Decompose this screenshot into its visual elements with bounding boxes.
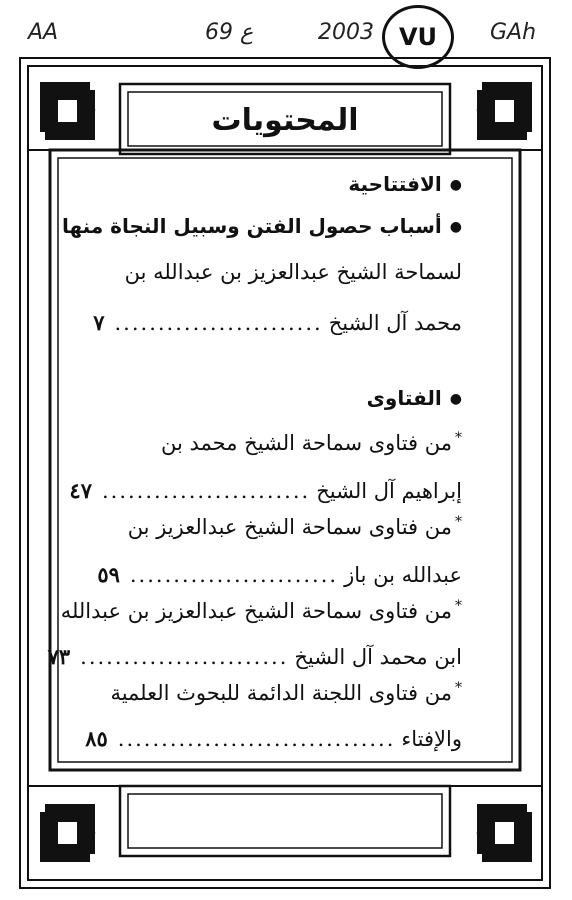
toc-opening: ● الافتتاحية xyxy=(348,172,462,196)
fatwa-3-line2: ابن محمد آل الشيخ xyxy=(294,645,462,669)
toc-article-line1: لسماحة الشيخ عبدالعزيز بن عبدالله بن xyxy=(124,260,462,284)
handwritten-note-right: GAh xyxy=(490,20,537,45)
bottom-box-inner xyxy=(128,794,442,848)
frame-outer-inner xyxy=(28,66,542,880)
dot-leader: ................................ xyxy=(117,727,396,751)
page-title: المحتويات xyxy=(211,102,359,138)
asterisk-icon: * xyxy=(455,514,462,530)
fatwa-4-line1-row xyxy=(110,680,462,705)
page-number: ٨٥ xyxy=(85,726,108,751)
asterisk-icon: * xyxy=(455,430,462,446)
bottom-box-outer xyxy=(120,786,450,856)
handwritten-note-year: 2003 xyxy=(318,20,374,45)
toc-article-line2-row xyxy=(93,310,462,335)
corner-ornament-top-right xyxy=(477,82,532,140)
fatwa-3-line1-row xyxy=(61,598,462,623)
fatwa-4-line2: والإفتاء xyxy=(401,727,462,751)
fatwa-2-line2: عبدالله بن باز xyxy=(344,563,462,587)
fatwa-2-line1-row xyxy=(128,514,462,539)
toc-article-line2: محمد آل الشيخ xyxy=(328,311,462,335)
fatwa-1-line1-row xyxy=(161,430,462,455)
fatwa-3-line1: من فتاوى سماحة الشيخ عبدالعزيز بن عبدالله xyxy=(60,599,452,623)
frame-outer xyxy=(20,58,550,888)
page-number: ٧٣ xyxy=(47,644,71,669)
page-number: ٤٧ xyxy=(69,478,92,503)
page-number: ٧ xyxy=(93,310,105,335)
asterisk-icon: * xyxy=(455,598,462,614)
handwritten-note-center: 69 ع xyxy=(205,20,254,45)
fatwa-1-line2-row xyxy=(69,478,462,503)
corner-ornament-bottom-right xyxy=(477,804,532,862)
fatwa-1-line1: من فتاوى سماحة الشيخ محمد بن xyxy=(161,431,452,455)
corner-ornament-bottom-left xyxy=(40,804,95,862)
dot-leader: ........................ xyxy=(129,563,339,587)
dot-leader: ........................ xyxy=(114,311,323,335)
dot-leader: ........................ xyxy=(80,645,289,669)
dot-leader: ........................ xyxy=(101,479,311,503)
frame-content-inner xyxy=(58,158,512,762)
frame-content xyxy=(47,150,520,770)
fatwa-4-line1: من فتاوى اللجنة الدائمة للبحوث العلمية xyxy=(110,681,452,705)
fatwa-2-line2-row xyxy=(97,562,462,587)
fatwa-2-line1: من فتاوى سماحة الشيخ عبدالعزيز بن xyxy=(127,515,452,539)
toc-article-heading: ● أسباب حصول الفتن وسبيل النجاة منها xyxy=(62,214,462,238)
fatwa-1-line2: إبراهيم آل الشيخ xyxy=(316,479,462,503)
asterisk-icon: * xyxy=(455,680,462,696)
fatwa-3-line2-row xyxy=(48,644,462,669)
handwritten-note-left: AA xyxy=(28,20,59,45)
fatwa-4-line2-row xyxy=(85,726,462,751)
stamp-text: VU xyxy=(398,23,438,51)
page-number: ٥٩ xyxy=(97,562,120,587)
corner-ornament-top-left xyxy=(40,82,95,140)
toc-fatawa-heading: ● الفتاوى xyxy=(367,386,462,410)
